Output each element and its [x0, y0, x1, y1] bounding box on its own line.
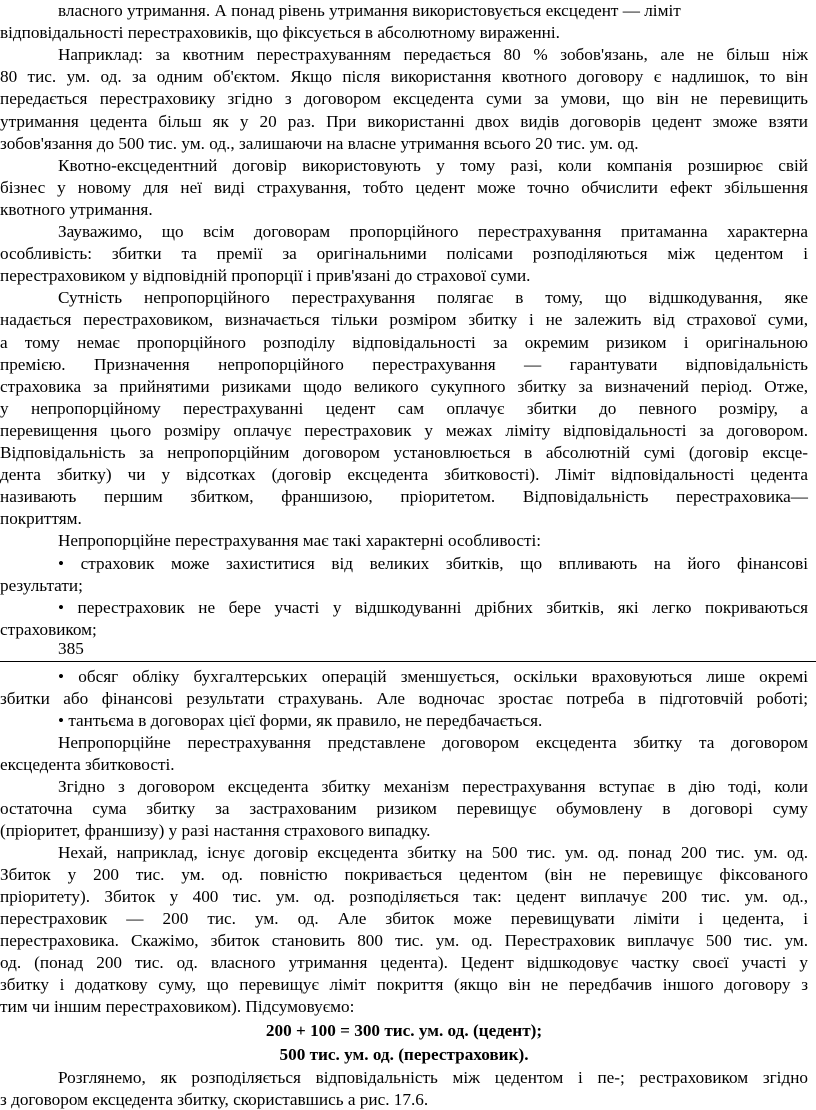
text-line: Згідно з договором ексцедента збитку механізм перестрахування вступає в дію тоді, коли [58, 777, 808, 796]
text-line: премією. Призначення непропорційного перестрахування — гарантувати відповідальність [0, 354, 808, 374]
page-divider [0, 661, 816, 662]
text-line: Збиток у 200 тис. ум. од. повністю покривається цедентом (він не перевищує фіксованого [0, 865, 808, 884]
text-line: Зауважимо, що всім договорам пропорційного перестрахування притаманна характерна [58, 222, 808, 241]
text-line: а тому немає пропорційного розподілу відповідальності за окремим ризиком і оригінальною [0, 332, 808, 352]
text-line: Непропорційне перестрахування має такі характерні особливості: [58, 531, 542, 551]
text-line: квотного утримання. [0, 199, 153, 219]
text-line: особливість: збитки та премії за оригінальними полісами розподіляються між цедентом і [0, 244, 808, 264]
text-line: страховика за прийнятими ризиками щодо великого сукупного збитку за визначений період. Отже, [0, 376, 808, 396]
text-line: дента збитку) чи у відсотках (договір ексцедента збитковості). Ліміт відповідальності цедента [0, 465, 808, 485]
text-line: перестраховика. Скажімо, збиток становить 800 тис. ум. од. Перестраховик виплачує 500 тис. ум. [0, 931, 808, 950]
text-line: • обсяг обліку бухгалтерських операцій зменшується, оскільки враховуються лише окремі [58, 667, 808, 686]
text-line: 80 тис. ум. од. за одним об'єктом. Якщо після використання квотного договору є надлишок, то він [0, 67, 808, 87]
text-line: Розглянемо, як розподіляється відповідальність між цедентом і пе-; рестраховиком згідно [58, 1068, 808, 1087]
text-line: результати; [0, 575, 83, 595]
text-line: остаточна сума збитку за застрахованим ризиком перевищує обумовлену в договорі суму [0, 799, 808, 818]
text-line: відповідальності перестраховиків, що фіксується в абсолютному вираженні. [0, 23, 560, 43]
text-line: у непропорційному перестрахуванні цедент сам оплачує збитки до певного розміру, а [0, 398, 808, 418]
text-line: • перестраховик не бере участі у відшкодуванні дрібних збитків, які легко покриваються [58, 597, 808, 617]
text-line: пріоритету). Збиток у 400 тис. ум. од. розподіляється так: цедент виплачує 200 тис. ум. од., [0, 887, 808, 906]
text-line: надається перестраховиком, визначається тільки розміром збитку і не залежить від страхової суми, [0, 310, 808, 330]
text-line: збитку і додаткову суму, що перевищує ліміт покриття (якщо він не передбачив іншого договору з [0, 975, 808, 994]
text-line: бізнес у новому для неї виді страхування, тобто цедент може точно обчислити ефект збільшення [0, 177, 808, 197]
text-line: • тантьєма в договорах цієї форми, як правило, не передбачається. [58, 711, 543, 730]
text-line: тим чи іншим перестраховиком). Підсумовуємо: [0, 997, 355, 1016]
text-line: (пріоритет, франшизу) у разі настання страхового випадку. [0, 821, 431, 840]
text-line: називають першим збитком, франшизою, пріоритетом. Відповідальність перестраховика— [0, 487, 808, 507]
text-line: утримання цедента більш як у 20 раз. При використанні двох видів договорів цедент зможе взяти [0, 111, 808, 131]
text-line: з договором ексцедента збитку, скориставшись а рис. 17.6. [0, 1090, 429, 1109]
text-line: Квотно-ексцедентний договір використовують у тому разі, коли компанія розширює свій [58, 155, 808, 175]
text-line: власного утримання. А понад рівень утримання використовується ексцедент — ліміт [58, 1, 681, 20]
text-line: Наприклад: за квотним перестрахуванням передається 80 % зобов'язань, але не більш ніж [58, 45, 808, 65]
text-line: перестраховик — 200 тис. ум. од. Але збиток може перевищувати ліміти і цедента, і [0, 909, 808, 928]
text-line: од. (понад 200 тис. од. власного утримання цедента). Цедент відшкодовує частку своєї участі у [0, 953, 808, 972]
text-line: • страховик може захиститися від великих збитків, що впливають на його фінансові [58, 553, 808, 573]
text-line: передається перестраховику згідно з договором ексцедента суми за умови, що він не перевищить [0, 89, 808, 109]
formula-cedent: 200 + 100 = 300 тис. ум. од. (цедент); [265, 1021, 543, 1040]
text-line: Непропорційне перестрахування представлене договором ексцедента збитку та договором [58, 733, 808, 752]
text-line: ексцедента збитковості. [0, 755, 175, 774]
text-line: зобов'язання до 500 тис. ум. од., залишаючи на власне утримання всього 20 тис. ум. од. [0, 133, 639, 153]
page-number: 385 [58, 639, 84, 658]
text-line: страховиком; [0, 619, 97, 639]
text-line: покриттям. [0, 509, 82, 529]
text-line: збитки або фінансові результати страхувань. Але водночас зростає потреба в підготовчій роботі; [0, 689, 808, 708]
text-line: Сутність непропорційного перестрахування полягає в тому, що відшкодування, яке [58, 288, 808, 308]
text-line: Нехай, наприклад, існує договір ексцедента збитку на 500 тис. ум. од. понад 200 тис. ум. од. [58, 843, 808, 862]
text-line: перевищення цього розміру оплачує перестраховик у межах ліміту відповідальності за договором. [0, 420, 808, 440]
formula-reinsurer: 500 тис. ум. од. (перестраховик). [279, 1045, 529, 1064]
text-line: перестраховиком у відповідній пропорції і прив'язані до страхової суми. [0, 266, 531, 286]
text-line: Відповідальність за непропорційним договором установлюється в абсолютній сумі (договір ексце- [0, 443, 808, 462]
